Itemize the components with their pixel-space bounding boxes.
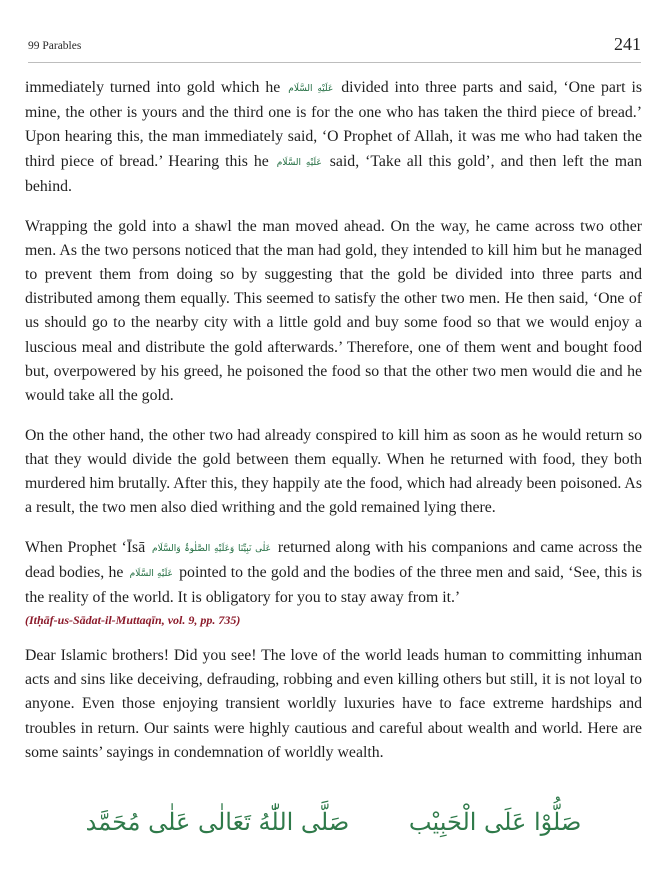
honorific-alaihis-salam: عَلَیْهِ السَّلَام <box>276 157 322 168</box>
running-head-title: 99 Parables <box>28 40 82 52</box>
honorific-alaihis-salam: عَلَیْهِ السَّلَام <box>129 569 173 580</box>
reference-citation: (Itḥāf-us-Sādat-il-Muttaqīn, vol. 9, pp. 735) <box>25 612 241 627</box>
paragraph-4-text-c: pointed to the gold and the bodies of the three men and said, ‘See, this is the reality of the world. It is obligatory for you to stay away from it.’ <box>25 564 642 607</box>
honorific-alaihis-salam: عَلَیْهِ السَّلَام <box>288 84 334 94</box>
paragraph-4 <box>25 536 642 629</box>
paragraph-1-text-c: said, ‘Take all this gold’, and then left the man behind. <box>25 152 642 195</box>
paragraph-1-text-a: immediately turned into gold which he <box>25 79 287 96</box>
durood-sallallahu-ala-muhammad: صَلَّى اللّٰهُ تَعَالٰی عَلٰی مُحَمَّد <box>85 808 350 836</box>
paragraph-4-text-a: When Prophet ‘Īsā <box>25 538 151 556</box>
paragraph-3: On the other hand, the other two had already conspired to kill him as soon as he would return so that they would divide the gold between them equally. When he returned with food, they both murdered him brutally. After this, they happily ate the food, which had already been poisoned. As a result, the two men also died writhing and the gold remained lying there. <box>25 426 642 517</box>
paragraph-1-text-b: divided into three parts and said, ‘One part is mine, the other is yours and the third one is for the one who has taken the third piece of bread.’ Upon hearing this, the man immediately said, ‘O Prophet of Allah, it was me who had taken the third piece of bread.’ Hearing this he <box>25 79 643 170</box>
page-header <box>28 36 641 58</box>
paragraph-1 <box>25 76 642 199</box>
durood-salloo-alal-habib: صَلُّوْا عَلَى الْحَبِيْب <box>408 808 582 836</box>
honorific-ala-nabiyyina: عَلٰی نَبِیِّنَا وَعَلَیْهِ الصَّلٰوۃُ وَالسَّلَام <box>152 543 272 554</box>
paragraph-2: Wrapping the gold into a shawl the man moved ahead. On the way, he came across two other men. As the two persons noticed that the man had gold, they intended to kill him but he managed to prevent them from doing so by suggesting that the gold be divided into three parts and distributed among them equally. This seemed to satisfy the other two men. He then said, ‘One of us should go to the nearby city with a little gold and buy some food so that we would enjoy a luscious meal and distribute the gold afterwards.’ Therefore, one of them went and bought food but, overpowered by his greed, he poisoned the food so that the other two men would die and he would take all the gold. <box>25 217 642 404</box>
page-number: 241 <box>614 34 641 54</box>
page-body <box>25 76 642 781</box>
paragraph-4-text-b: returned along with his companions and came across the dead bodies, he <box>25 538 643 582</box>
durood-line <box>0 808 667 836</box>
header-divider <box>28 62 641 63</box>
paragraph-5: Dear Islamic brothers! Did you see! The love of the world leads human to committing inhuman acts and sins like deceiving, defrauding, robbing and even killing others but still, it is not loyal to anyone. Even those enjoying transient worldly luxuries have to face extreme hardships and troubles in return. Our saints were highly cautious and careful about wealth and world. Here are some saints’ sayings in condemnation of worldly wealth. <box>25 647 642 761</box>
